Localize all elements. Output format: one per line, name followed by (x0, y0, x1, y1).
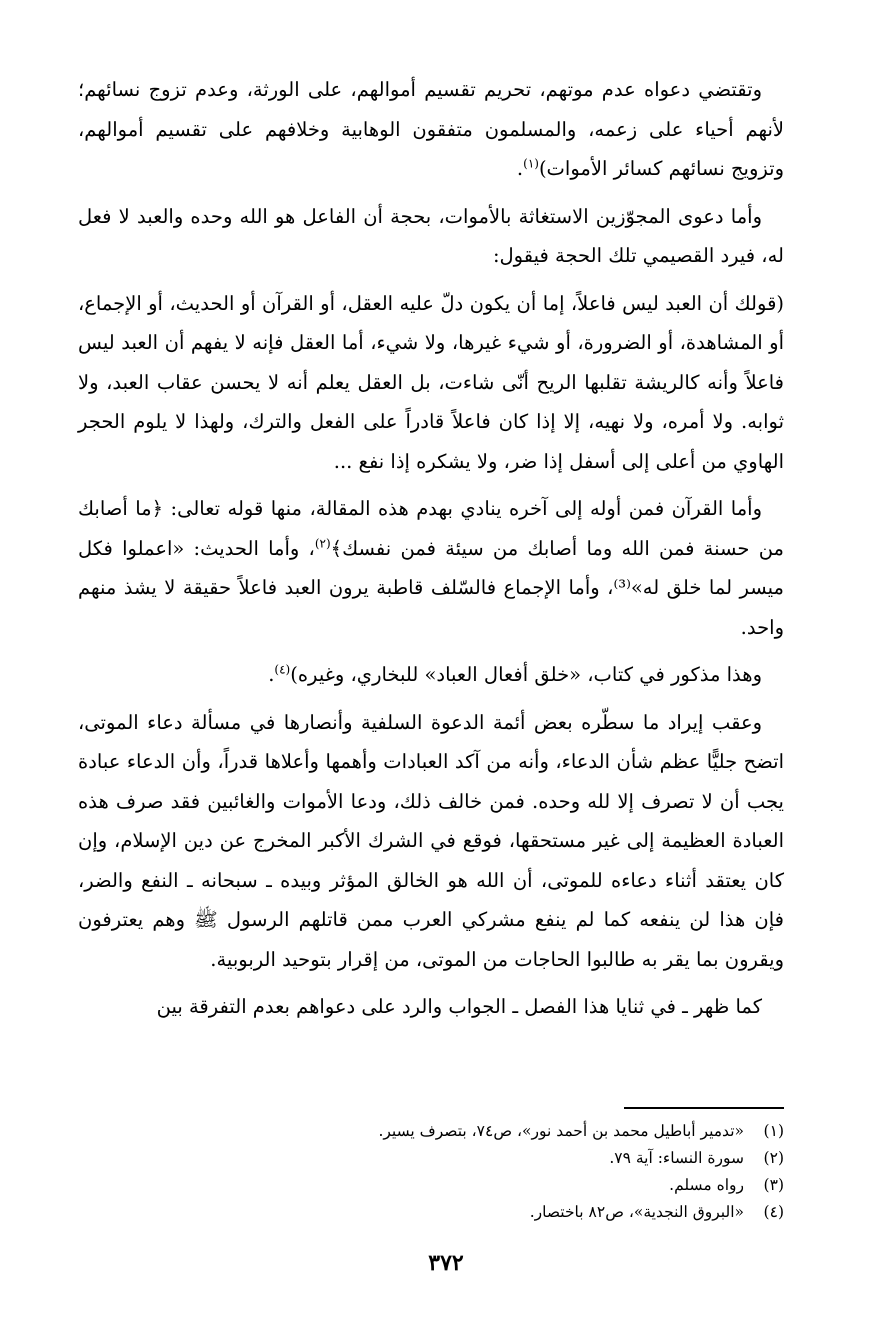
paragraph-4: وأما القرآن فمن أوله إلى آخره ينادي بهدم هذه المقالة، منها قوله تعالى: ﴿ما أصابك من حسنة فمن الله وما أصابك من سيئة فمن نفسك﴾$^{(٢)}$، وأما الحديث: «اعملوا فكل ميسر لما خلق له»⁽³⁾، وأما الإجماع فالسّلف قاطبة يرون العبد فاعلاً حقيقة لا يشذ منهم واحد. (78, 497, 785, 639)
footnote-text: سورة النساء: آية ٧٩. (609, 1149, 744, 1167)
footnote-text: «البروق النجدية»، ص٨٢ باختصار. (529, 1203, 744, 1221)
footnote-number: (١) (763, 1122, 784, 1140)
footnote-item (78, 1199, 784, 1226)
footnote-text: رواه مسلم. (669, 1176, 744, 1194)
footnote-number: (٤) (763, 1203, 784, 1221)
footnote-text: «تدمير أباطيل محمد بن أحمد نور»، ص٧٤، بتصرف يسير. (378, 1122, 744, 1140)
paragraph-2: وأما دعوى المجوّزين الاستغاثة بالأموات، بحجة أن الفاعل هو الله وحده والعبد لا فعل له، فيرد القصيمي تلك الحجة فيقول: (78, 204, 784, 267)
footnote-divider (624, 1107, 784, 1109)
footnote-number: (٢) (763, 1149, 784, 1167)
paragraph-3-quote: (قولك أن العبد ليس فاعلاً، إما أن يكون دلّ عليه العقل، أو القرآن أو الحديث، أو الإجماع، أو المشاهدة، أو الضرورة، أو شيء غيرها، ولا شيء، أما العقل فإنه لا يفهم أن العبد ليس فاعلاً وأنه كالريشة تقلبها الريح أنّى شاءت، بل العقل يعلم أنه لا يحسن عقاب العبد، ولا ثوابه. ولا أمره، ولا نهيه، إلا إذا كان فاعلاً قادراً على الفعل والترك، ولهذا لا يلوم الحجر الهاوي من أعلى إلى أسفل إذا ضر، ولا يشكره إذا نفع ... (78, 291, 784, 473)
paragraph-6: وعقب إيراد ما سطّره بعض أئمة الدعوة السلفية وأنصارها في مسألة دعاء الموتى، اتضح جليًّا عظم شأن الدعاء، وأنه من آكد العبادات وأهمها وأعلاها قدراً، وأن الدعاء عبادة يجب أن لا تصرف إلا لله وحده. فمن خالف ذلك، ودعا الأموات والغائبين فقد صرف هذه العبادة العظيمة إلى غير مستحقها، فوقع في الشرك الأكبر المخرج عن دين الإسلام، وإن كان يعتقد أثناء دعاءه للموتى، أن الله هو الخالق المؤثر وبيده ـ سبحانه ـ النفع والضر، فإن هذا لن ينفعه كما لم ينفع مشركي العرب ممن قاتلهم الرسول ﷺ وهم يعترفون ويقرون بما يقر به طالبوا الحاجات من الموتى، من إقرار بتوحيد الربوبية. (78, 710, 784, 971)
paragraph-1: وتقتضي دعواه عدم موتهم، تحريم تقسيم أموالهم، على الورثة، وعدم تزوج نسائهم؛ لأنهم أحياء على زعمه، والمسلمون متفقون الوهابية وخلافهم على تقسيم أموالهم، وتزويج نسائهم كسائر الأموات)$^{(١)}$. (78, 78, 784, 180)
page-number: ٣٧٢ (428, 1250, 464, 1276)
footnote-item (78, 1172, 784, 1199)
body-text (78, 70, 784, 1035)
footnotes (78, 1118, 784, 1226)
paragraph-5: وهذا مذكور في كتاب، «خلق أفعال العباد» للبخاري، وغيره)$^{(٤)}$. (268, 662, 762, 686)
paragraph-7: كما ظهر ـ في ثنايا هذا الفصل ـ الجواب والرد على دعواهم بعدم التفرقة بين (156, 995, 762, 1018)
footnote-number: (٣) (763, 1176, 784, 1194)
footnote-item (78, 1118, 784, 1145)
footnote-item (78, 1145, 784, 1172)
